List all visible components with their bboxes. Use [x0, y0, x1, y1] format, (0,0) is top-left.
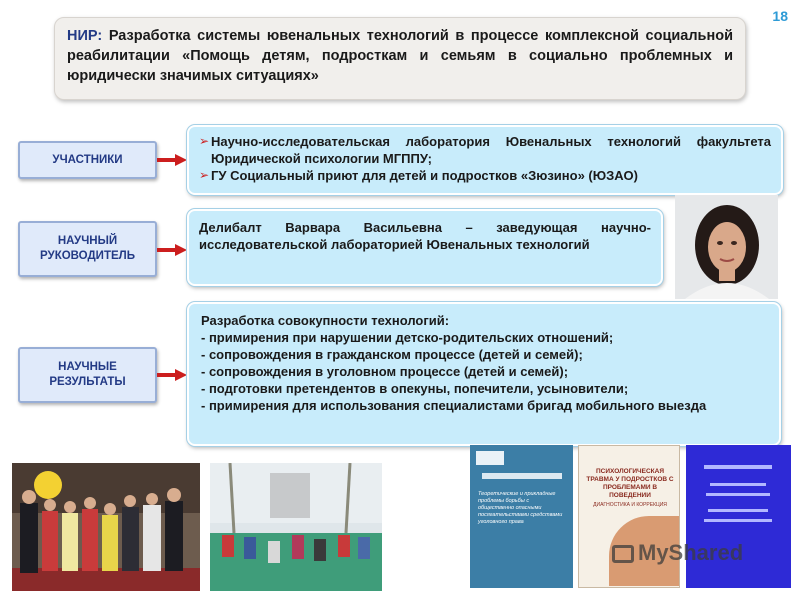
results-heading: Разработка совокупности технологий:	[201, 313, 450, 328]
book-author-bar	[482, 473, 562, 479]
arrow-right-icon	[157, 154, 187, 166]
children-group-image	[12, 463, 200, 591]
book1-title: Теоретические и прикладные проблемы борьбы с общественно опасными посягательствами средствами уголовного права	[478, 491, 563, 525]
playground-photo	[210, 463, 382, 591]
watermark-text: MyShared	[638, 540, 744, 565]
results-label-line1: НАУЧНЫЕ	[58, 361, 117, 373]
results-item: - сопровождения в гражданском процессе (детей и семей);	[201, 347, 583, 362]
book2-subtitle: ДИАГНОСТИКА И КОРРЕКЦИЯ	[593, 502, 667, 508]
participant-item-text: Научно-исследовательская лаборатория Ювенальных технологий факультета Юридической психологии МГППУ;	[211, 134, 771, 166]
title-prefix: НИР:	[67, 28, 103, 44]
supervisor-label	[18, 221, 157, 277]
results-item: - подготовки претендентов в опекуны, попечители, усыновители;	[201, 381, 629, 396]
book-cover-2	[578, 445, 680, 588]
watermark	[612, 540, 743, 566]
arrow-right-icon	[157, 369, 187, 381]
participants-label-text: УЧАСТНИКИ	[52, 153, 123, 166]
book3-text-line	[710, 483, 766, 486]
results-item: - примирения при нарушении детско-родительских отношений;	[201, 330, 614, 345]
checkmark-arrow-icon: ➢	[199, 134, 210, 148]
supervisor-photo	[675, 195, 778, 299]
title-text: Разработка системы ювенальных технологий в процессе комплексной социальной реабилитации «Помощь детям, подросткам и семьям в социально проблемных и юридически значимых ситуациях»	[67, 28, 733, 84]
participants-label	[18, 141, 157, 179]
results-item: - сопровождения в уголовном процессе (детей и семей);	[201, 364, 569, 379]
page-number: 18	[772, 8, 788, 24]
watermark-logo-icon	[612, 545, 634, 563]
supervisor-box	[187, 209, 663, 286]
book3-text-line	[706, 493, 770, 496]
participants-box	[187, 125, 783, 195]
participant-item	[199, 133, 771, 167]
results-label	[18, 347, 157, 403]
book-cover-3	[686, 445, 791, 588]
book-cover-1	[470, 445, 573, 588]
book-publisher-mark	[476, 451, 504, 465]
results-box	[187, 302, 781, 446]
portrait-image	[675, 195, 778, 299]
supervisor-label-line2: РУКОВОДИТЕЛЬ	[40, 250, 135, 262]
children-photo	[12, 463, 200, 591]
results-label-line2: РЕЗУЛЬТАТЫ	[49, 376, 126, 388]
participant-item	[199, 167, 771, 184]
supervisor-label-line1: НАУЧНЫЙ	[57, 235, 118, 247]
book3-text-line	[708, 509, 768, 512]
participant-item-text: ГУ Социальный приют для детей и подростков «Зюзино» (ЮЗАО)	[211, 168, 638, 183]
supervisor-text: Делибалт Варвара Васильевна – заведующая научно-исследовательской лабораторией Ювенальных технологий	[199, 220, 651, 252]
checkmark-arrow-icon: ➢	[199, 168, 210, 182]
arrow-right-icon	[157, 244, 187, 256]
book3-text-line	[704, 519, 772, 522]
book3-text-line	[704, 465, 772, 469]
title-box	[54, 17, 746, 100]
book2-title: ПСИХОЛОГИЧЕСКАЯ ТРАВМА У ПОДРОСТКОВ С ПРОБЛЕМАМИ В ПОВЕДЕНИИ	[586, 468, 674, 499]
results-item: - примирения для использования специалистами бригад мобильного выезда	[201, 398, 707, 413]
playground-game-image	[210, 463, 382, 591]
